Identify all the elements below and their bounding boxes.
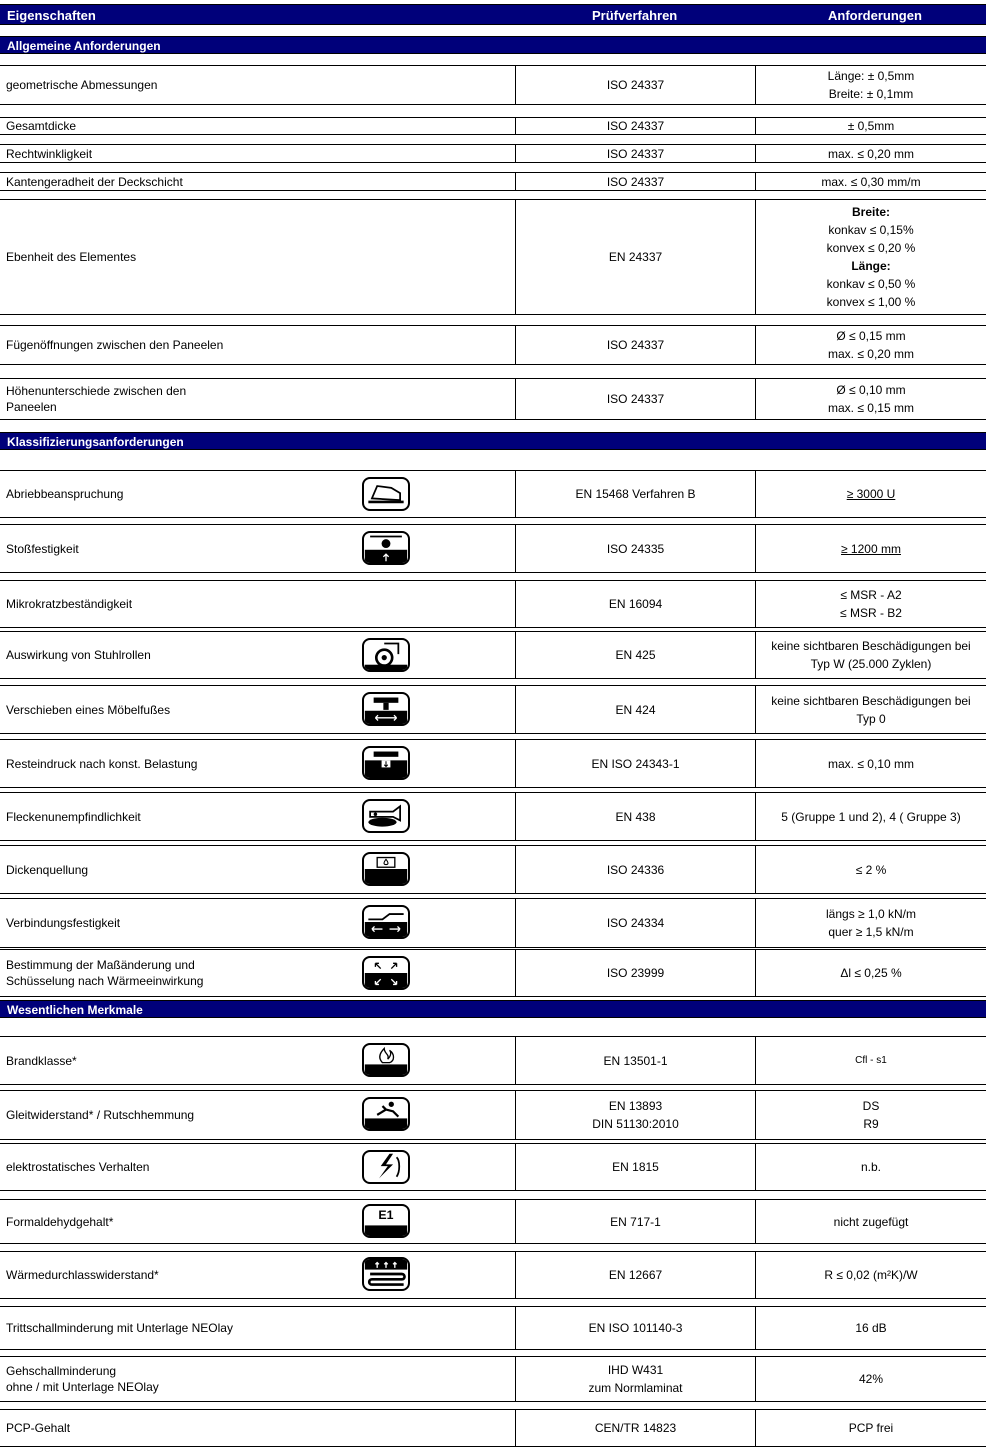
abrasion-icon — [362, 477, 410, 511]
test-method: EN 13501-1 — [516, 1037, 756, 1084]
table-row — [0, 524, 986, 573]
test-method: ISO 24336 — [516, 846, 756, 893]
requirement: 42% — [858, 1372, 884, 1386]
table-row — [0, 1356, 986, 1402]
property-name: PCP-Gehalt — [0, 1410, 516, 1446]
test-method: EN ISO 24343-1 — [516, 740, 756, 787]
property-name: Dickenquellung — [0, 846, 516, 893]
property-name: elektrostatisches Verhalten — [0, 1144, 516, 1190]
stain-icon — [362, 799, 410, 833]
dimensional-change-icon — [362, 956, 410, 990]
table-row — [0, 898, 986, 948]
requirement: keine sichtbaren Beschädigungen bei Typ 0 — [771, 693, 971, 726]
table-row — [0, 949, 986, 997]
property-name: Wärmedurchlasswiderstand* — [0, 1252, 516, 1298]
table-row — [0, 1409, 986, 1447]
requirement: Δl ≤ 0,25 % — [840, 966, 902, 980]
requirement: max. ≤ 0,10 mm — [828, 756, 914, 771]
table-row — [0, 325, 986, 365]
property-name: Abriebbeanspruchung — [0, 471, 516, 517]
table-header — [0, 4, 986, 25]
requirement: n.b. — [860, 1160, 881, 1174]
requirement: max. ≤ 0,30 mm/m — [821, 174, 921, 189]
table-row — [0, 65, 986, 105]
joint-strength-icon — [362, 905, 410, 939]
requirement: Länge: ± 0,5mm Breite: ± 0,1mm — [827, 69, 915, 101]
furniture-leg-icon — [362, 692, 410, 726]
table-row — [0, 1090, 986, 1140]
property-name: Gleitwiderstand* / Rutschhemmung — [0, 1091, 516, 1139]
indentation-icon — [362, 746, 410, 780]
svg-text:E1: E1 — [378, 1208, 394, 1223]
test-method: ISO 24337 — [516, 326, 756, 364]
table-row — [0, 1036, 986, 1085]
test-method: EN 12667 — [516, 1252, 756, 1298]
property-name: Bestimmung der Maßänderung und Schüsselung nach Wärmeeinwirkung — [0, 950, 516, 996]
requirement: ≥ 3000 U — [846, 487, 896, 501]
fire-class-icon — [362, 1043, 410, 1077]
test-method: EN 425 — [516, 632, 756, 678]
property-name: Ebenheit des Elementes — [0, 200, 516, 314]
requirement: Cfl - s1 — [855, 1054, 887, 1066]
property-name: Stoßfestigkeit — [0, 525, 516, 572]
table-row — [0, 117, 986, 135]
electrostatic-icon — [362, 1150, 410, 1184]
section-classification: Klassifizierungsanforderungen — [0, 432, 986, 450]
requirement: Breite: konkav ≤ 0,15% konvex ≤ 0,20 % Länge: konkav ≤ 0,50 % konvex ≤ 1,00 % — [826, 205, 916, 309]
property-name: Auswirkung von Stuhlrollen — [0, 632, 516, 678]
formaldehyde-icon — [362, 1204, 410, 1238]
impact-icon — [362, 531, 410, 565]
slip-resistance-icon — [362, 1097, 410, 1131]
table-row — [0, 739, 986, 788]
table-row — [0, 1251, 986, 1299]
requirement: DS R9 — [862, 1099, 880, 1131]
test-method: ISO 24337 — [516, 145, 756, 162]
header-test-method: Prüfverfahren — [592, 8, 678, 23]
property-name: Fügenöffnungen zwischen den Paneelen — [0, 326, 516, 364]
test-method: ISO 24335 — [516, 525, 756, 572]
requirement: 16 dB — [855, 1321, 887, 1335]
property-name: Brandklasse* — [0, 1037, 516, 1084]
requirement: nicht zugefügt — [833, 1214, 909, 1229]
test-method: EN 24337 — [516, 200, 756, 314]
requirement: max. ≤ 0,20 mm — [828, 146, 914, 161]
test-method: ISO 24337 — [516, 118, 756, 134]
test-method: EN 15468 Verfahren B — [516, 471, 756, 517]
test-method: CEN/TR 14823 — [516, 1410, 756, 1446]
test-method: EN 438 — [516, 793, 756, 840]
requirement: ≤ 2 % — [855, 862, 887, 877]
header-properties: Eigenschaften — [7, 8, 96, 23]
table-row — [0, 470, 986, 518]
requirement: ≥ 1200 mm — [841, 541, 901, 556]
test-method: IHD W431 zum Normlaminat — [516, 1357, 756, 1401]
property-name: Formaldehydgehalt* — [0, 1200, 516, 1243]
table-row — [0, 631, 986, 679]
property-name: geometrische Abmessungen — [0, 66, 516, 104]
table-row — [0, 1306, 986, 1350]
swelling-icon — [362, 852, 410, 886]
test-method: EN ISO 101140-3 — [516, 1307, 756, 1349]
test-method: ISO 23999 — [516, 950, 756, 996]
table-row — [0, 845, 986, 894]
property-name: Verbindungsfestigkeit — [0, 899, 516, 947]
requirement: ≤ MSR - A2 ≤ MSR - B2 — [840, 588, 902, 620]
table-row — [0, 1199, 986, 1244]
table-row — [0, 199, 986, 315]
test-method: EN 16094 — [516, 581, 756, 627]
property-name: Trittschallminderung mit Unterlage NEOlay — [0, 1307, 516, 1349]
table-row — [0, 172, 986, 191]
requirement: R ≤ 0,02 (m²K)/W — [824, 1268, 918, 1282]
section-general: Allgemeine Anforderungen — [0, 36, 986, 54]
property-name: Rechtwinkligkeit — [0, 145, 516, 162]
test-method: ISO 24337 — [516, 173, 756, 190]
table-row — [0, 580, 986, 628]
requirement: längs ≥ 1,0 kN/m quer ≥ 1,5 kN/m — [826, 907, 916, 939]
test-method: EN 424 — [516, 686, 756, 733]
requirement: PCP frei — [848, 1421, 894, 1435]
section-essential: Wesentlichen Merkmale — [0, 1000, 986, 1018]
test-method: ISO 24337 — [516, 379, 756, 419]
test-method: EN 13893 DIN 51130:2010 — [516, 1091, 756, 1139]
requirement: 5 (Gruppe 1 und 2), 4 ( Gruppe 3) — [781, 809, 961, 824]
header-requirements: Anforderungen — [828, 8, 922, 23]
property-name: Mikrokratzbeständigkeit — [0, 581, 516, 627]
thermal-resistance-icon — [362, 1257, 410, 1291]
table-row — [0, 378, 986, 420]
property-name: Fleckenunempfindlichkeit — [0, 793, 516, 840]
requirement: keine sichtbaren Beschädigungen bei Typ W (25.000 Zyklen) — [771, 639, 971, 671]
requirement: Ø ≤ 0,10 mm max. ≤ 0,15 mm — [828, 383, 914, 415]
requirement: Ø ≤ 0,15 mm max. ≤ 0,20 mm — [828, 329, 914, 361]
requirement: ± 0,5mm — [847, 119, 895, 133]
test-method: ISO 24334 — [516, 899, 756, 947]
property-name: Gesamtdicke — [0, 118, 516, 134]
castor-chair-icon — [362, 638, 410, 672]
property-name: Verschieben eines Möbelfußes — [0, 686, 516, 733]
property-name: Gehschallminderung ohne / mit Unterlage NEOlay — [0, 1357, 516, 1401]
table-row — [0, 685, 986, 734]
test-method: EN 1815 — [516, 1144, 756, 1190]
table-row — [0, 144, 986, 163]
test-method: ISO 24337 — [516, 66, 756, 104]
test-method: EN 717-1 — [516, 1200, 756, 1243]
property-name: Höhenunterschiede zwischen den Paneelen — [0, 379, 516, 419]
property-name: Kantengeradheit der Deckschicht — [0, 173, 516, 190]
property-name: Resteindruck nach konst. Belastung — [0, 740, 516, 787]
table-row — [0, 1143, 986, 1191]
table-row — [0, 792, 986, 841]
